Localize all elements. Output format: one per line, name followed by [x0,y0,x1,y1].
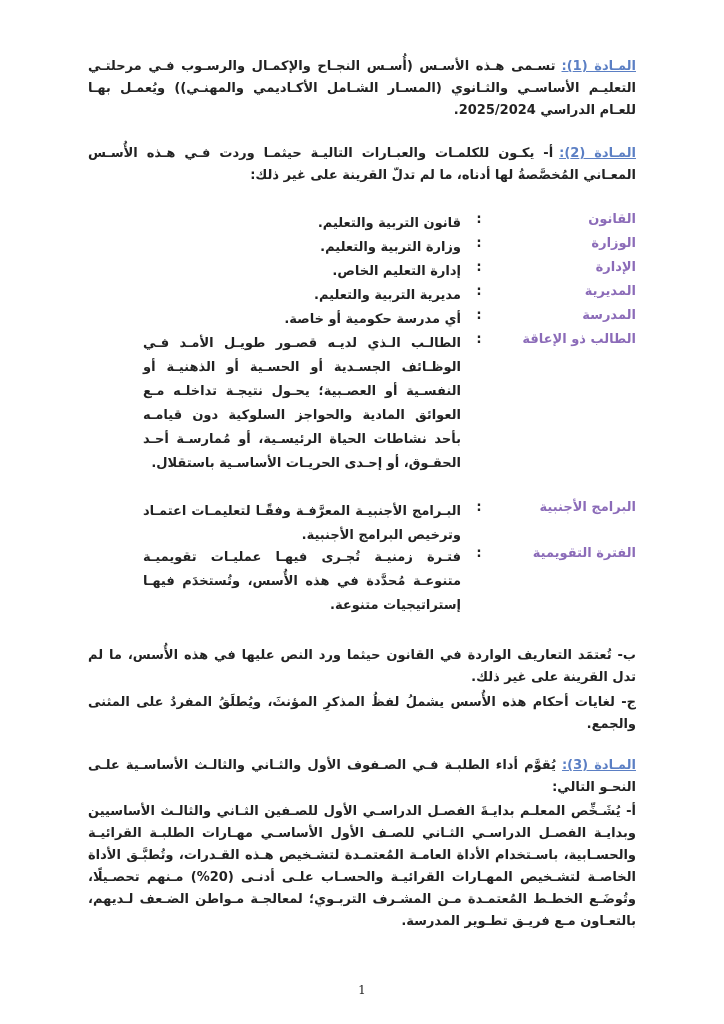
definition-row [88,284,636,308]
definition-separator: : [476,260,482,275]
definition-row [88,212,636,236]
definition-text: أي مدرسة حكومية أو خاصة. [284,312,461,327]
definition-row [88,332,636,471]
article-2-clause-c: ج- لغايات أحكام هذه الأُسس يشملُ لفظُ المذكرِ المؤنثَ، ويُطلَقُ المفردُ على المثنى والجمع. [88,695,636,732]
definition-separator: : [476,212,482,227]
article-1 [88,56,636,122]
article-3-intro [88,755,636,799]
article-2-intro [88,143,636,187]
definition-text: فتـرة زمنيـة تُجـرى فيهـا عمليـات تقويميـة متنوعـة مُحدَّدة في هذه الأُسس، وتُستخدَم فيهـا إستراتيجيات متنوعة. [143,550,461,613]
definition-text: وزارة التربية والتعليم. [320,240,461,255]
definition-term: الطالب ذو الإعاقة [522,332,636,347]
definition-separator: : [476,546,482,561]
definition-term: المدرسة [582,308,636,323]
article-1-text: تسـمى هـذه الأسـس (أُسـس النجـاح والإكمـال والرسـوب فـي مرحلتـي التعليـم الأساسـي والثـانوي (المسـار الشـامل الأكـاديمي والمهنـي)) ويُعمـل بهـا للعـام الدراسي 2025/2024. [88,59,636,118]
definition-row [88,260,636,284]
definition-term: القانون [588,212,636,227]
definition-separator: : [476,236,482,251]
article-2-intro-text: أ- يكـون للكلمـات والعبـارات التاليـة حيثمـا وردت فـي هـذه الأُسـس المعـاني المُخصَّصةُ لها أدناه، ما لم تدلّ القرينة على غير ذلك: [88,146,636,183]
definition-row [88,546,636,613]
definition-text: البـرامج الأجنبيـة المعرَّفـة وفقًـا لتعليمـات اعتمـاد وترخيص البرامج الأجنبية. [143,504,461,543]
definition-text: مديرية التربية والتعليم. [314,288,461,303]
definition-text: إدارة التعليم الخاص. [332,264,461,279]
definition-row [88,308,636,332]
definition-row [88,500,636,543]
definition-term: البرامج الأجنبية [539,500,636,515]
definition-text: الطالـب الـذي لديـه قصـور طويـل الأمـد فـي الوظـائف الجسـدية أو الحسـية أو الذهنيـة أو النفسـية أو العصـبية؛ يحـول نتيجـة تداخلـه مـع العوائق المادية والحواجز السلوكية دون قيامـه بأحد نشاطات الحياة الرئيسـية، أو مُمارسـة أحـد الحقـوق، أو إحـدى الحريـات الأساسـية باستقلال. [143,336,461,471]
article-3-intro-text: يُقوَّم أداء الطلبـة فـي الصـفوف الأول والثـاني والثالـث الأساسـية علـى النحـو التالي: [88,758,636,795]
article-3-clause-a: أ- يُشَـخِّص المعلـم بدايـةَ الفصـل الدراسـي الأول للصـفين الثـاني والثالـث الأساسيين وبدايـة الفصـل الدراسـي الثـاني للصـف الأول الأساسـي مهـارات الطلبـة القرائيـة والحسـابية، باسـتخدام الأداة العامـة المُعتمـدة لتشـخيص هـذه القـدرات، وتُطبَّـق الأداة الخاصـة لتشـخيص المهـارات القرائيـة والحسـاب علـى أدنـى (20%) مـنهم تحصـيلًا، وتُوضَـع الخطـط المُعتمـدة مـن المشـرف التربـوي؛ لمعالجـة مـواطن الضـعف لـديهم، بالتعـاون مـع فريـق تطـوير المدرسة. [88,804,636,929]
definition-term: المديرية [584,284,636,299]
definition-term: الفترة التقويمية [532,546,636,561]
article-3-label: المـادة (3): [561,758,636,773]
article-1-label: المـادة (1): [561,59,636,74]
definition-separator: : [476,284,482,299]
definition-text: قانون التربية والتعليم. [317,216,461,231]
definition-separator: : [476,500,482,515]
article-2-label: المـادة (2): [559,146,636,161]
definition-term: الوزارة [591,236,636,251]
article-2-clause-b: ب- تُعتمَد التعاريف الواردة في القانون حيثما ورد النص عليها في هذه الأُسس، ما لم تدل القرينة على غير ذلك. [88,648,636,685]
definition-term: الإدارة [595,260,636,275]
definition-row [88,236,636,260]
definition-separator: : [476,308,482,323]
page-number: 1 [358,983,366,997]
definition-separator: : [476,332,482,347]
